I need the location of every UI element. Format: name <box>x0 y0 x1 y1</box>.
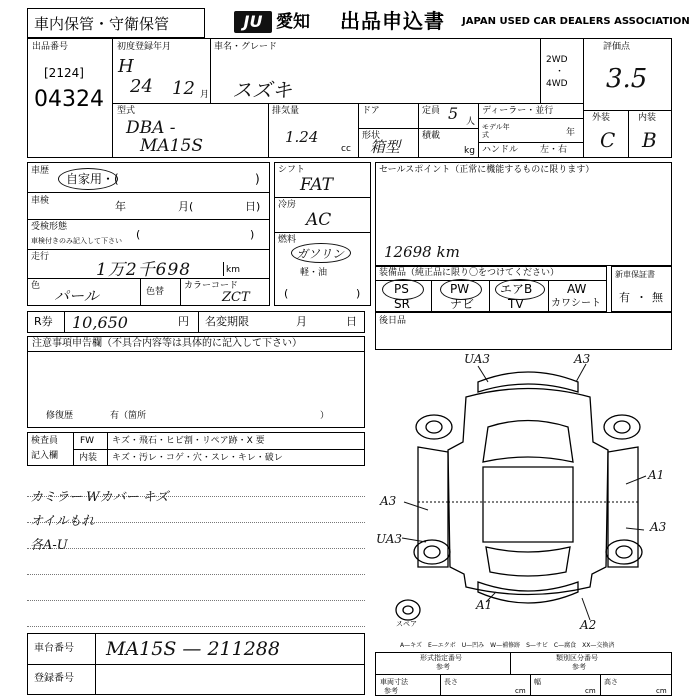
doors-label: ドア <box>362 106 380 116</box>
class-no-ref: 参考 <box>572 663 586 671</box>
first-reg-year: 24 <box>130 76 153 97</box>
load-label: 積載 <box>422 131 441 141</box>
cooler-value: AC <box>306 210 332 230</box>
association-name: JAPAN USED CAR DEALERS ASSOCIATION <box>462 16 690 27</box>
chassis-label: 車台番号 <box>34 643 74 654</box>
document-title: 出品申込書 <box>340 9 445 33</box>
equip-leather-seat: カワシート <box>551 298 601 309</box>
logo-text: JU <box>243 12 263 31</box>
later-items-block <box>375 312 672 350</box>
usage-label: 車歴 <box>31 166 50 176</box>
height-unit: cm <box>656 687 667 695</box>
warranty-no: 無 <box>652 291 663 304</box>
org-name: 愛知 <box>276 12 310 32</box>
handle-label: ハンドル <box>482 145 519 155</box>
color-code-value: ZCT <box>222 290 250 305</box>
load-unit: kg <box>464 146 475 156</box>
color-value: パール <box>54 287 99 305</box>
dims-ref: 参考 <box>384 687 398 695</box>
diagram-mark-front-right: A3 <box>574 352 591 366</box>
inspection-label: 車検 <box>31 196 50 206</box>
width-unit: cm <box>585 687 596 695</box>
fuel-open: ( <box>284 287 289 300</box>
lot-tag: [2124] <box>44 66 84 80</box>
shift-label: シフト <box>278 165 306 175</box>
height-label: 高さ <box>604 678 618 686</box>
recycle-unit: 円 <box>178 315 189 328</box>
displacement-value: 1.24 <box>285 128 319 146</box>
spare-label: スペア <box>396 620 417 628</box>
acceptance-open: ( <box>136 228 141 241</box>
warranty-dot: ・ <box>636 291 647 304</box>
diagram-mark-right-lower: A3 <box>650 520 667 534</box>
repair-label: 修復歴 <box>46 411 74 421</box>
usage-close: ) <box>255 172 260 186</box>
inspector-label-2: 記入欄 <box>31 451 59 461</box>
drive-2wd: 2WD <box>546 55 568 65</box>
dims-label: 車両寸法 <box>380 678 408 686</box>
sales-point-mileage: 12698 km <box>384 243 460 261</box>
model-value-line1: DBA - <box>126 118 176 138</box>
interior-label: 内装 <box>638 113 657 123</box>
mileage-label: 走行 <box>31 252 50 262</box>
equip-airbag: エアB <box>500 282 533 296</box>
acceptance-note: 車検付きのみ記入して下さい <box>31 237 122 245</box>
exterior-label: 外装 <box>592 113 611 123</box>
mileage-unit: km <box>226 265 240 275</box>
handle-value: 左・右 <box>540 145 568 155</box>
shift-value: FAT <box>300 175 334 195</box>
equip-ps-circle <box>382 279 424 300</box>
equip-ps: PS <box>394 282 409 296</box>
ju-logo <box>234 11 272 33</box>
name-change-month: 月 <box>296 315 307 328</box>
equipment-label: 装備品（純正品に限り〇をつけてください） <box>379 268 560 278</box>
dealer-label: ディーラー・並行 <box>482 106 554 116</box>
capacity-value: 5 <box>448 104 459 123</box>
diagram-mark-front-left: UA3 <box>464 352 491 366</box>
name-change-day: 日 <box>346 315 357 328</box>
equip-tv: TV <box>508 297 524 311</box>
note-line-1: カミラー Wカバー キズ <box>30 490 169 505</box>
exterior-value: C <box>600 128 616 152</box>
acceptance-label: 受検形態 <box>31 222 68 232</box>
sales-point-label: セールスポイント（正常に機能するものに限ります） <box>379 165 595 175</box>
storage-title-box <box>27 8 205 38</box>
diagram-mark-left-lower: UA3 <box>376 532 403 546</box>
color-label: 色 <box>31 281 41 291</box>
equip-sr: SR <box>394 297 410 311</box>
cooler-label: 冷房 <box>278 200 297 210</box>
lot-number: 04324 <box>34 87 104 112</box>
storage-title: 車内保管・守衛保管 <box>34 15 170 33</box>
class-no-label: 類別区分番号 <box>556 654 598 662</box>
acceptance-close: ) <box>250 228 255 241</box>
displacement-label: 排気量 <box>272 106 300 116</box>
diagram-mark-right-upper: A1 <box>648 468 665 482</box>
usage-circle <box>58 168 118 190</box>
shape-value: 箱型 <box>370 138 401 156</box>
model-year-label: モデル年式 <box>482 123 510 139</box>
car-diagram <box>378 352 672 642</box>
equip-aw: AW <box>567 282 587 296</box>
equip-pw-circle <box>440 279 482 300</box>
color-swap-label: 色替 <box>146 287 165 297</box>
inspector-row2-head: 内装 <box>79 453 98 463</box>
repair-close: ） <box>320 411 330 421</box>
note-line-3: 各A-U <box>30 538 68 553</box>
fuel-value: ガソリン <box>296 247 345 261</box>
length-label: 長さ <box>444 678 458 686</box>
note-line-2: オイルもれ <box>30 514 95 529</box>
equip-navi: ナビ <box>450 297 475 311</box>
inspector-label-1: 検査員 <box>31 436 59 446</box>
interior-value: B <box>642 128 657 152</box>
registration-label: 登録番号 <box>34 673 74 684</box>
fuel-close: ) <box>356 287 361 300</box>
first-reg-month: 12 <box>172 78 195 99</box>
inspector-row1: キズ・飛石・ヒビ割・リペア跡・X 要 <box>112 436 265 446</box>
warranty-label: 新車保証書 <box>615 270 655 279</box>
name-change-label: 名変期限 <box>205 315 249 328</box>
equip-airbag-circle <box>495 279 545 300</box>
first-reg-label: 初度登録年月 <box>117 42 172 52</box>
repair-value: 有（箇所 <box>110 411 147 421</box>
warranty-yes: 有 <box>619 291 630 304</box>
rating-label: 評価点 <box>603 42 631 52</box>
shape-label: 形状 <box>362 131 381 141</box>
color-code-label: カラーコード <box>184 281 239 291</box>
diagram-mark-rear-left: A1 <box>476 598 493 612</box>
displacement-unit: cc <box>341 144 351 154</box>
damage-legend: A—キズ E—エクボ U—凹み W—補修跡 S—サビ C—腐食 XX—交換済 <box>400 642 615 649</box>
capacity-label: 定員 <box>422 106 441 116</box>
model-value-line2: MA15S <box>140 136 203 156</box>
chassis-value: MA15S — 211288 <box>106 638 280 660</box>
equip-pw: PW <box>450 282 470 296</box>
model-label: 型式 <box>117 106 136 116</box>
inspection-day: 日) <box>245 200 261 213</box>
first-reg-era: H <box>118 56 134 77</box>
fuel-diesel: 軽・油 <box>300 268 328 278</box>
later-items-label: 後日品 <box>379 316 407 326</box>
car-name-value: スズキ <box>232 78 292 102</box>
capacity-unit: 人 <box>466 117 476 127</box>
first-reg-month-unit: 月 <box>200 90 210 100</box>
car-name-label: 車名・グレード <box>214 42 278 52</box>
fuel-circle <box>291 243 351 263</box>
usage-value: 自家用・( <box>66 172 119 186</box>
length-unit: cm <box>515 687 526 695</box>
reg-no-label: 形式指定番号 <box>420 654 462 662</box>
model-year-unit: 年 <box>566 128 576 138</box>
rating-value: 3.5 <box>606 64 648 94</box>
mileage-value: 1万2千698 <box>96 260 192 280</box>
notes-label: 注意事項申告欄（不具合内容等は具体的に記入して下さい） <box>32 338 302 349</box>
fuel-label: 燃料 <box>278 235 297 245</box>
reg-no-ref: 参考 <box>436 663 450 671</box>
drive-dot: ・ <box>555 67 565 77</box>
inspection-year: 年 <box>115 200 126 213</box>
width-label: 幅 <box>534 678 541 686</box>
inspector-row2: キズ・汚レ・コゲ・穴・スレ・キレ・破レ <box>112 453 283 463</box>
inspection-month: 月( <box>178 200 194 213</box>
diagram-mark-rear-right: A2 <box>580 618 597 632</box>
inspector-row1-head: FW <box>80 436 95 446</box>
lot-label: 出品番号 <box>32 42 69 52</box>
drive-4wd: 4WD <box>546 79 568 89</box>
diagram-mark-left-upper: A3 <box>380 494 397 508</box>
recycle-value: 10,650 <box>72 313 128 332</box>
recycle-label: R券 <box>34 315 53 328</box>
